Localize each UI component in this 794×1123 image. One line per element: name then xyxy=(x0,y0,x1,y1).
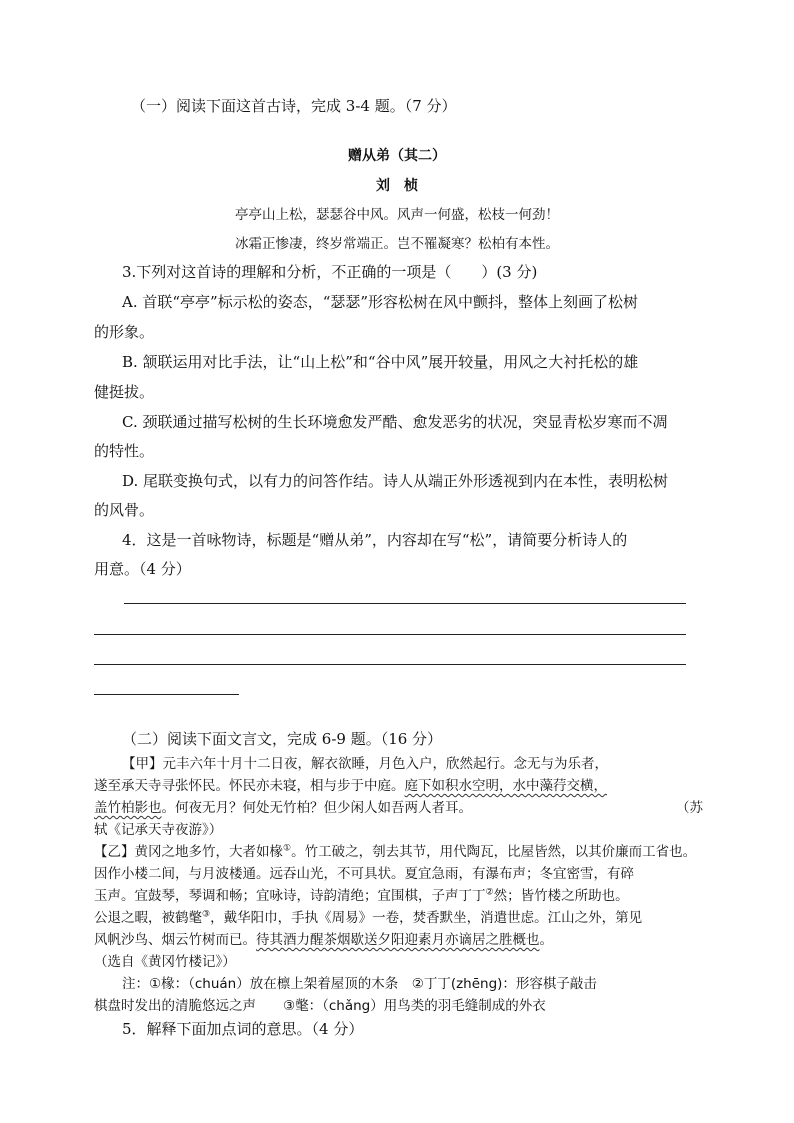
question-4-stem-cont: 用意。（4 分） xyxy=(94,560,191,578)
passage-text: 然；皆竹楼之所助也。 xyxy=(493,888,629,904)
passage-text: 【乙】黄冈之地多竹，大者如椽 xyxy=(94,844,283,860)
option-d: D. 尾联变换句式，以有力的问答作结。诗人从端正外形透视到内在本性，表明松树 xyxy=(122,472,669,490)
passage-text: 。 xyxy=(539,932,553,948)
passage-yi-line xyxy=(94,928,553,948)
passage-yi-line: 因作小楼二间，与月波楼通。远吞山光，不可具状。夏宜急雨，有瀑布声；冬宜密雪，有碎 xyxy=(94,866,634,882)
answer-line[interactable] xyxy=(124,603,686,604)
poem-author: 刘 桢 xyxy=(376,178,418,194)
passage-yi-line xyxy=(94,884,629,904)
poem-title: 赠从弟（其二） xyxy=(348,148,446,164)
answer-line[interactable] xyxy=(94,634,686,635)
wavy-underlined-text: 待其酒力醒茶烟歇送夕阳迎素月亦谪居之胜概也 xyxy=(256,932,540,948)
passage-text: 。竹工破之，刳去其节，用代陶瓦，比屋皆然，以其价廉而工省也。 xyxy=(291,844,697,860)
section-heading-1: （一）阅读下面这首古诗，完成 3-4 题。（7 分） xyxy=(131,97,457,115)
footnote-mark: ② xyxy=(485,887,494,898)
passage-yi-line xyxy=(94,840,696,860)
passage-text: 风帆沙鸟、烟云竹树而已。 xyxy=(94,932,256,948)
section-heading-2: （二）阅读下面文言文，完成 6-9 题。（16 分） xyxy=(122,730,443,748)
passage-jia-citation: （苏 xyxy=(676,800,703,816)
question-5-stem: 5．解释下面加点词的意思。（4 分） xyxy=(122,1020,364,1038)
passage-jia-line xyxy=(94,796,472,816)
option-d-cont: 的风骨。 xyxy=(94,501,155,519)
footnotes-line: 注：①椽：（chuán）放在檩上架着屋顶的木条 ②丁丁(zhēng)：形容棋子敲击 xyxy=(122,976,597,992)
passage-jia-line: 【甲】元丰六年十月十二日夜，解衣欲睡，月色入户，欣然起行。念无与为乐者， xyxy=(122,756,608,772)
wavy-underlined-text: 盖竹柏影也 xyxy=(94,800,162,816)
footnotes-line: 棋盘时发出的清脆悠远之声 ③氅：（chǎng）用鸟类的羽毛缝制成的外衣 xyxy=(94,998,546,1014)
option-c: C. 颈联通过描写松树的生长环境愈发严酷、愈发恶劣的状况，突显青松岁寒而不凋 xyxy=(122,413,668,431)
passage-text: 遂至承天寺寻张怀民。怀民亦未寝，相与步于中庭。 xyxy=(94,778,405,794)
passage-text: 。何夜无月？何处无竹柏？但少闲人如吾两人者耳。 xyxy=(161,800,472,816)
passage-yi-line xyxy=(94,906,642,926)
passage-text: ，戴华阳巾，手执《周易》一卷，焚香默坐，消遣世虑。江山之外，第见 xyxy=(210,910,643,926)
option-b: B. 颔联运用对比手法，让“山上松”和“谷中风”展开较量，用风之大衬托松的雄 xyxy=(122,353,639,371)
question-4-stem: 4．这是一首咏物诗，标题是“赠从弟”，内容却在写“松”，请简要分析诗人的 xyxy=(122,531,628,549)
answer-line[interactable] xyxy=(94,694,239,695)
option-b-cont: 健挺拔。 xyxy=(94,383,155,401)
footnote-mark: ③ xyxy=(202,909,211,920)
answer-line[interactable] xyxy=(94,664,686,665)
option-a: A. 首联“亭亭”标示松的姿态，“瑟瑟”形容松树在风中颤抖，整体上刻画了松树 xyxy=(122,293,639,311)
passage-jia-line xyxy=(94,774,607,794)
poem-line: 冰霜正惨凄，终岁常端正。岂不罹凝寒？松柏有本性。 xyxy=(235,236,559,252)
option-a-cont: 的形象。 xyxy=(94,323,155,341)
option-c-cont: 的特性。 xyxy=(94,442,155,460)
footnote-mark: ① xyxy=(283,843,292,854)
wavy-underlined-text: 庭下如积水空明，水中藻荇交横， xyxy=(404,778,607,794)
passage-text: 公退之暇，被鹤氅 xyxy=(94,910,202,926)
passage-jia-citation: 轼《记承天寺夜游》） xyxy=(94,822,223,838)
passage-yi-citation: （选自《黄冈竹楼记》） xyxy=(94,954,236,970)
question-3-stem: 3.下列对这首诗的理解和分析，不正确的一项是（ ）(3 分) xyxy=(122,263,538,281)
poem-line: 亭亭山上松，瑟瑟谷中风。风声一何盛，松枝一何劲！ xyxy=(235,207,559,223)
passage-text: 玉声。宜鼓琴，琴调和畅；宜咏诗，诗韵清绝；宜围棋，子声丁丁 xyxy=(94,888,486,904)
